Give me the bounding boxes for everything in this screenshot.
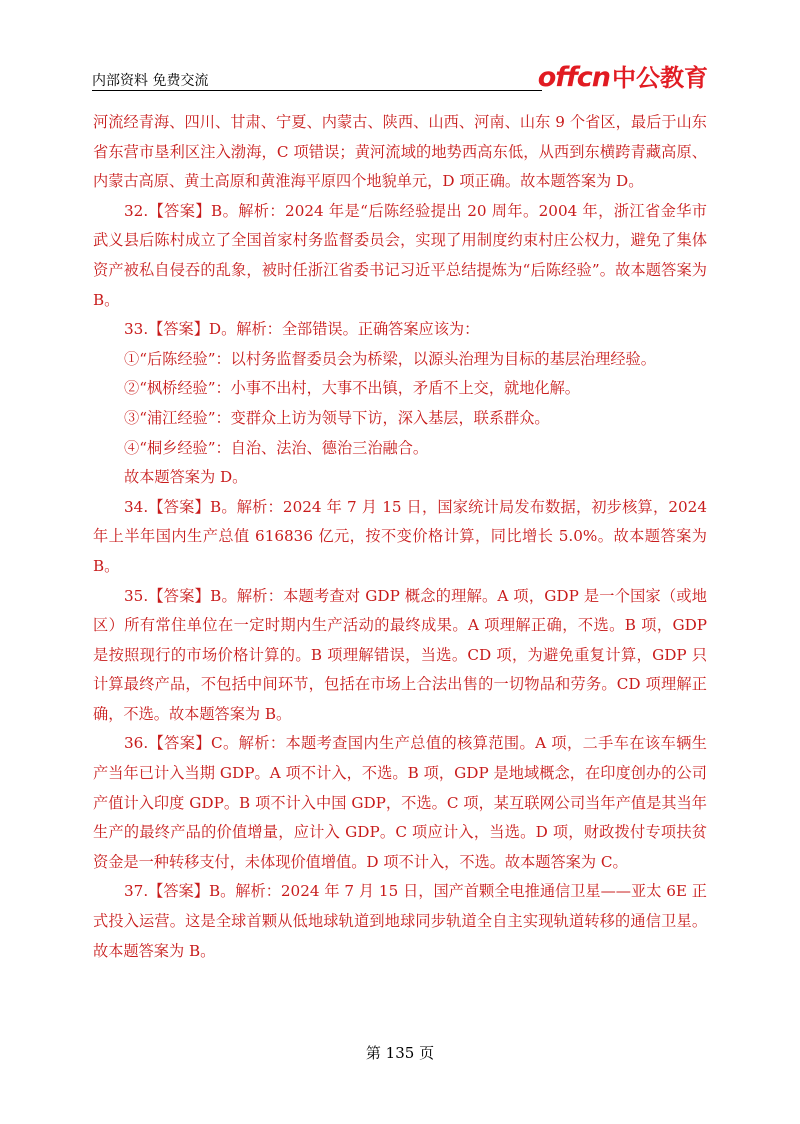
paragraph-32: 32.【答案】B。解析：2024 年是“后陈经验提出 20 周年。2004 年，浙江省金华市武义县后陈村成立了全国首家村务监督委员会，实现了用制度约束村庄公权力，避免了集体资产被私自侵吞的乱象，被时任浙江省委书记习近平总结提炼为“后陈经验”。故本题答案为 B。 — [93, 201, 707, 309]
logo-latin-text: offcn — [537, 62, 610, 93]
page-number: 第 135 页 — [365, 1044, 435, 1062]
header-rule — [92, 90, 542, 91]
paragraph-37: 37.【答案】B。解析：2024 年 7 月 15 日，国产首颗全电推通信卫星——亚太 6E 正式投入运营。这是全球首颗从低地球轨道到地球同步轨道全自主实现轨道转移的通信卫星。故本题答案为 B。 — [93, 882, 707, 960]
paragraph-34: 34.【答案】B。解析：2024 年 7 月 15 日，国家统计局发布数据，初步核算，2024 年上半年国内生产总值 616836 亿元，按不变价格计算，同比增长 5.0%。故本题答案为 B。 — [93, 497, 707, 575]
logo-chinese-text: 中公教育 — [612, 64, 708, 92]
list-item: ③“浦江经验”：变群众上访为领导下访，深入基层，联系群众。 — [124, 408, 550, 427]
paragraph-31-continued: 河流经青海、四川、甘肃、宁夏、内蒙古、陕西、山西、河南、山东 9 个省区，最后于山东省东营市垦利区注入渤海，C 项错误；黄河流域的地势西高东低，从西到东横跨青藏高原、内蒙古高原、黄土高原和黄淮海平原四个地貌单元，D 项正确。故本题答案为 D。 — [93, 113, 707, 191]
header-caption: 内部资料 免费交流 — [92, 73, 209, 89]
list-item: ①“后陈经验”：以村务监督委员会为桥梁，以源头治理为目标的基层治理经验。 — [124, 349, 656, 368]
paragraph-35: 35.【答案】B。解析：本题考查对 GDP 概念的理解。A 项，GDP 是一个国家（或地区）所有常住单位在一定时期内生产活动的最终成果。A 项理解正确，不选。B 项，GDP 是按照现行的市场价格计算的。B 项理解错误，当选。CD 项，为避免重复计算，GDP 只计算最终产品，不包括中间环节，包括在市场上合法出售的一切物品和劳务。CD 项理解正确，不选。故本题答案为 B。 — [93, 586, 707, 723]
list-item: ②“枫桥经验”：小事不出村，大事不出镇，矛盾不上交，就地化解。 — [124, 379, 580, 398]
paragraph-36: 36.【答案】C。解析：本题考查国内生产总值的核算范围。A 项，二手车在该车辆生产当年已计入当期 GDP。A 项不计入，不选。B 项，GDP 是地域概念，在印度创办的公司产值计入印度 GDP。B 项不计入中国 GDP，不选。C 项，某互联网公司当年产值是其当年生产的最终产品的价值增量，应计入 GDP。C 项应计入，当选。D 项，财政拨付专项扶贫资金是一种转移支付，未体现价值增值。D 项不计入，不选。故本题答案为 C。 — [93, 734, 707, 871]
answer-explanations — [93, 108, 707, 966]
paragraph-33: 33.【答案】D。解析：全部错误。正确答案应该为： — [124, 320, 480, 339]
paragraph-33-conclusion: 故本题答案为 D。 — [124, 468, 248, 487]
page-header — [92, 58, 708, 98]
list-item: ④“桐乡经验”：自治、法治、德治三治融合。 — [124, 438, 429, 457]
offcn-logo — [538, 58, 708, 94]
